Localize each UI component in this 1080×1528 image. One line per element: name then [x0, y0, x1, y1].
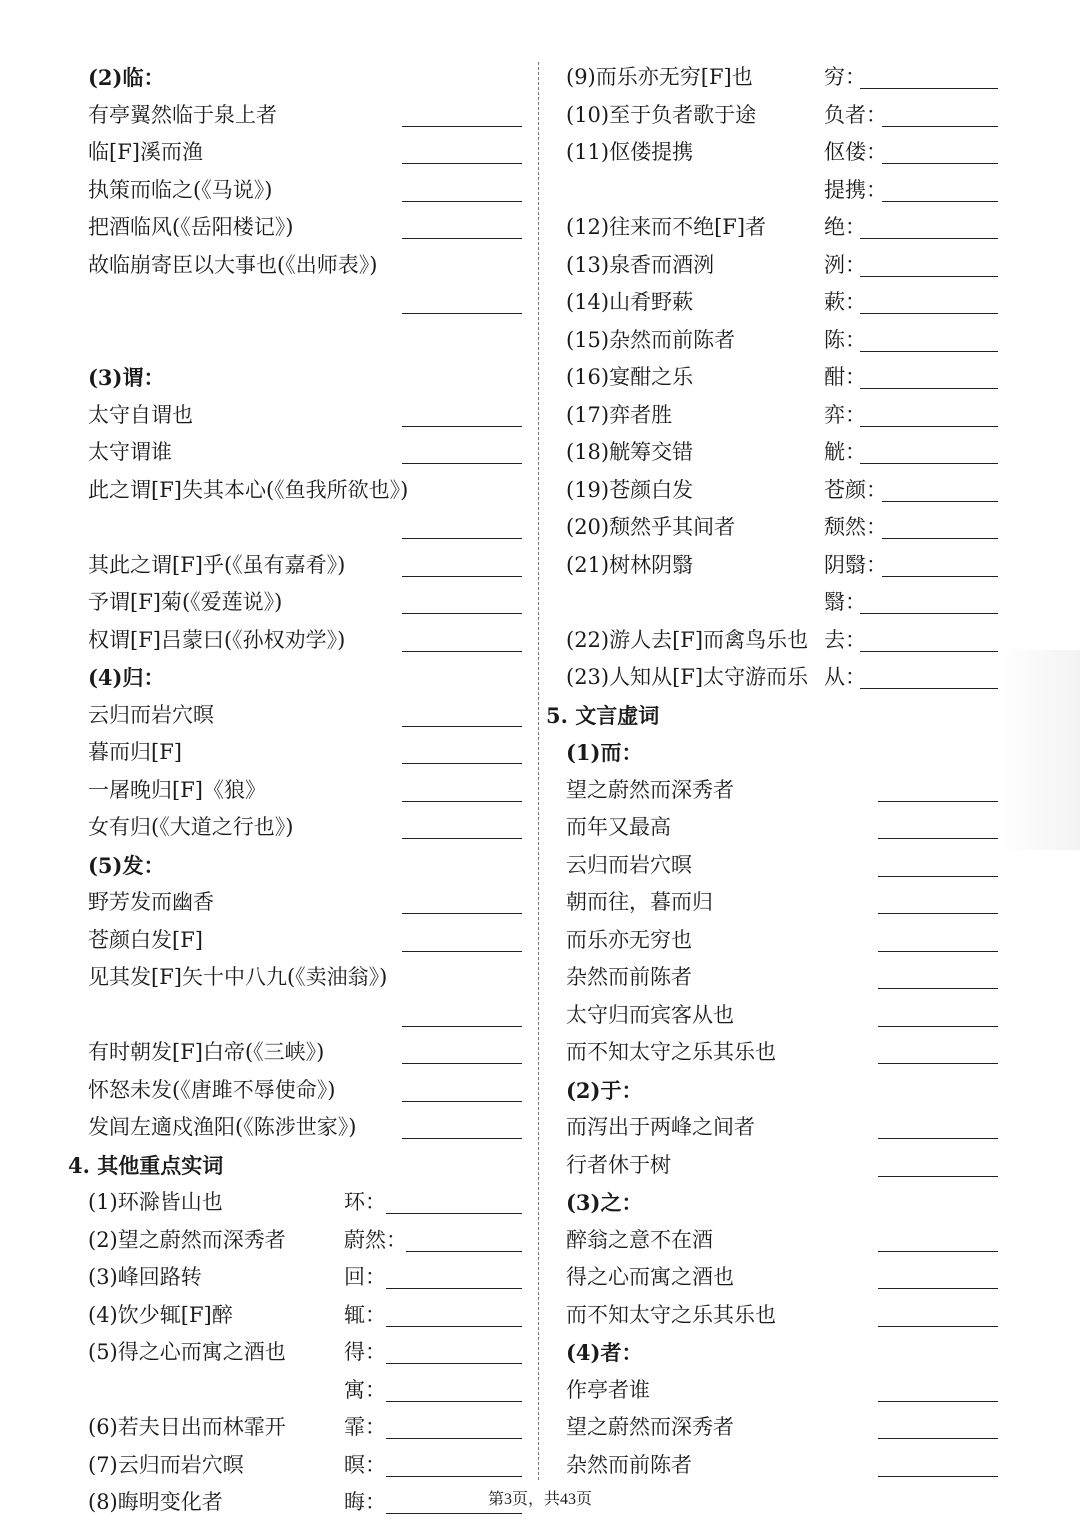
answer-blank[interactable]: [402, 201, 522, 202]
exercise-item: [566, 547, 1006, 585]
exercise-item: [566, 1109, 1006, 1147]
exercise-item: [566, 659, 1006, 697]
vocab-label: 得：: [344, 1340, 386, 1364]
item-text: (20)颓然乎其间者: [566, 515, 736, 539]
section-heading: [68, 1147, 528, 1185]
page-footer: 第3页，共43页: [487, 1491, 592, 1508]
vocab-label: 翳：: [824, 590, 866, 614]
answer-blank[interactable]: [878, 838, 998, 839]
item-text: (23)人知从[F]太守游而乐: [566, 665, 809, 689]
answer-blank[interactable]: [402, 163, 522, 164]
item-text: (11)伛偻提携: [566, 140, 694, 164]
exercise-item: [566, 322, 1006, 360]
answer-blank[interactable]: [386, 1288, 522, 1289]
item-text: (18)觥筹交错: [566, 440, 694, 464]
answer-blank[interactable]: [878, 1026, 998, 1027]
exercise-item: [88, 809, 528, 847]
answer-blank[interactable]: [882, 201, 998, 202]
answer-blank[interactable]: [878, 951, 998, 952]
exercise-item: [88, 1334, 528, 1372]
item-text: (2)临：: [88, 65, 165, 90]
answer-blank[interactable]: [386, 1476, 522, 1477]
item-text: 朝而往，暮而归: [566, 890, 713, 914]
exercise-item: [88, 1109, 528, 1147]
exercise-item: [566, 847, 1006, 885]
item-text: 而不知太守之乐其乐也: [566, 1040, 776, 1064]
answer-blank[interactable]: [878, 1251, 998, 1252]
answer-blank[interactable]: [882, 163, 998, 164]
exercise-item: [566, 1259, 1006, 1297]
exercise-item: [88, 472, 528, 510]
vocab-label: 伛偻：: [824, 140, 887, 164]
vocab-label: 晦：: [344, 1490, 386, 1514]
exercise-item: [88, 397, 528, 435]
exercise-item: [88, 997, 528, 1035]
answer-blank[interactable]: [878, 1288, 998, 1289]
item-text: (1)而：: [566, 740, 643, 765]
item-text: (17)弈者胜: [566, 402, 673, 427]
item-text: (5)发：: [88, 852, 165, 878]
exercise-item: [566, 434, 1006, 472]
answer-blank[interactable]: [402, 238, 522, 239]
item-text: (7)云归而岩穴暝: [88, 1452, 244, 1477]
item-text: (4)者：: [566, 1340, 643, 1365]
vocab-label: 提携：: [824, 177, 887, 202]
exercise-item: [566, 209, 1006, 247]
answer-blank[interactable]: [402, 426, 522, 427]
vocab-label: 寓：: [344, 1377, 386, 1402]
subsection-heading: [566, 1334, 1006, 1372]
answer-blank[interactable]: [878, 1138, 998, 1139]
answer-blank[interactable]: [860, 388, 998, 389]
item-text: 此之谓[F]失其本心(《鱼我所欲也》): [88, 477, 409, 502]
answer-blank[interactable]: [882, 538, 998, 539]
item-text: 作亭者谁: [566, 1377, 650, 1402]
item-text: 有亭翼然临于泉上者: [88, 102, 277, 127]
exercise-item: [88, 697, 528, 735]
vocab-label: 酣：: [824, 365, 866, 389]
exercise-item: [566, 284, 1006, 322]
item-text: 而不知太守之乐其乐也: [566, 1302, 776, 1327]
item-text: (3)之：: [566, 1190, 643, 1215]
item-text: 而乐亦无穷也: [566, 927, 692, 952]
subsection-heading: [88, 847, 528, 885]
item-text: 得之心而寓之酒也: [566, 1265, 734, 1289]
exercise-item: [566, 397, 1006, 435]
exercise-item: [566, 359, 1006, 397]
left-column: [68, 59, 528, 1522]
vocab-label: 弈：: [824, 402, 866, 427]
answer-blank[interactable]: [402, 1026, 522, 1027]
item-text: (21)树林阴翳: [566, 552, 694, 577]
item-text: (14)山肴野蔌: [566, 290, 694, 314]
item-text: (19)苍颜白发: [566, 477, 694, 502]
item-text: 5. 文言虚词: [546, 702, 660, 728]
answer-blank[interactable]: [402, 838, 522, 839]
answer-blank[interactable]: [402, 463, 522, 464]
vocab-label: 洌：: [824, 252, 866, 277]
answer-blank[interactable]: [878, 1176, 998, 1177]
answer-blank[interactable]: [386, 1401, 522, 1402]
exercise-item: [88, 322, 528, 360]
exercise-item: [88, 772, 528, 810]
answer-blank[interactable]: [402, 726, 522, 727]
answer-blank[interactable]: [402, 126, 522, 127]
item-text: 而泻出于两峰之间者: [566, 1115, 755, 1139]
vocab-label: 蔌：: [824, 290, 866, 314]
answer-blank[interactable]: [402, 1101, 522, 1102]
subsection-heading: [88, 659, 528, 697]
subsection-heading: [566, 1072, 1006, 1110]
answer-blank[interactable]: [386, 1363, 522, 1364]
exercise-item: [566, 584, 1006, 622]
item-text: 太守自谓也: [88, 402, 193, 427]
item-text: (16)宴酣之乐: [566, 365, 694, 389]
item-text: 故临崩寄臣以大事也(《出师表》): [88, 252, 378, 277]
vocab-label: 回：: [344, 1265, 386, 1289]
item-text: (6)若夫日出而林霏开: [88, 1415, 286, 1439]
exercise-item: [88, 734, 528, 772]
exercise-item: [566, 622, 1006, 660]
item-text: (15)杂然而前陈者: [566, 327, 736, 352]
vocab-label: 觥：: [824, 440, 866, 464]
exercise-item: [566, 884, 1006, 922]
item-text: (3)谓：: [88, 365, 165, 390]
answer-blank[interactable]: [860, 276, 998, 277]
exercise-item: [88, 247, 528, 285]
exercise-item: [88, 1297, 528, 1335]
exercise-item: [88, 284, 528, 322]
item-text: (8)晦明变化者: [88, 1490, 223, 1514]
answer-blank[interactable]: [860, 426, 998, 427]
item-text: 醉翁之意不在酒: [566, 1227, 713, 1252]
item-text: 一屠晚归[F]《狼》: [88, 777, 266, 802]
exercise-item: [88, 1222, 528, 1260]
exercise-item: [566, 1034, 1006, 1072]
answer-blank[interactable]: [402, 1138, 522, 1139]
answer-blank[interactable]: [860, 613, 998, 614]
exercise-item: [88, 509, 528, 547]
item-text: 杂然而前陈者: [566, 1452, 692, 1477]
exercise-item: [88, 959, 528, 997]
exercise-item: [566, 922, 1006, 960]
item-text: 发闾左適戍渔阳(《陈涉世家》): [88, 1115, 357, 1139]
item-text: (1)环滁皆山也: [88, 1190, 223, 1214]
vocab-label: 颓然：: [824, 515, 887, 539]
exercise-item: [566, 1147, 1006, 1185]
answer-blank[interactable]: [860, 463, 998, 464]
exercise-item: [566, 1372, 1006, 1410]
exercise-item: [566, 472, 1006, 510]
answer-blank[interactable]: [860, 88, 998, 89]
item-text: 行者休于树: [566, 1152, 671, 1177]
page-edge-shadow: [1000, 650, 1080, 850]
item-text: 望之蔚然而深秀者: [566, 777, 734, 802]
right-column: [546, 59, 1006, 1484]
answer-blank[interactable]: [386, 1326, 522, 1327]
item-text: (4)饮少辄[F]醉: [88, 1302, 233, 1327]
vocab-label: 穷：: [824, 65, 866, 89]
answer-blank[interactable]: [402, 576, 522, 577]
item-text: (10)至于负者歌于途: [566, 102, 757, 127]
item-text: 有时朝发[F]白帝(《三峡》): [88, 1040, 325, 1064]
exercise-item: [88, 1034, 528, 1072]
item-text: 野芳发而幽香: [88, 890, 214, 914]
item-text: 而年又最高: [566, 815, 671, 839]
vocab-label: 从：: [824, 665, 866, 689]
item-text: 怀怒未发(《唐雎不辱使命》): [88, 1077, 336, 1102]
answer-blank[interactable]: [860, 651, 998, 652]
vocab-label: 去：: [824, 627, 866, 652]
answer-blank[interactable]: [878, 913, 998, 914]
exercise-item: [88, 134, 528, 172]
item-text: (3)峰回路转: [88, 1265, 202, 1289]
answer-blank[interactable]: [882, 501, 998, 502]
exercise-item: [566, 809, 1006, 847]
item-text: (9)而乐亦无穷[F]也: [566, 65, 753, 89]
answer-blank[interactable]: [406, 1251, 522, 1252]
item-text: 见其发[F]矢十中八九(《卖油翁》): [88, 965, 388, 989]
item-text: (13)泉香而酒洌: [566, 252, 715, 277]
item-text: (2)于：: [566, 1077, 643, 1103]
exercise-item: [88, 547, 528, 585]
answer-blank[interactable]: [878, 801, 998, 802]
exercise-item: [566, 1409, 1006, 1447]
answer-blank[interactable]: [386, 1513, 522, 1514]
answer-blank[interactable]: [402, 801, 522, 802]
exercise-item: [566, 134, 1006, 172]
exercise-item: [566, 772, 1006, 810]
vocab-label: 蔚然：: [344, 1227, 407, 1252]
answer-blank[interactable]: [878, 1063, 998, 1064]
answer-blank[interactable]: [882, 576, 998, 577]
vocab-label: 环：: [344, 1190, 386, 1214]
item-text: (5)得之心而寓之酒也: [88, 1340, 286, 1364]
answer-blank[interactable]: [878, 988, 998, 989]
item-text: 云归而岩穴暝: [566, 852, 692, 877]
item-text: 杂然而前陈者: [566, 965, 692, 989]
exercise-item: [88, 622, 528, 660]
answer-blank[interactable]: [882, 126, 998, 127]
answer-blank[interactable]: [402, 951, 522, 952]
exercise-item: [88, 1184, 528, 1222]
vocab-label: 辄：: [344, 1302, 386, 1327]
exercise-item: [88, 922, 528, 960]
vocab-label: 绝：: [824, 215, 866, 239]
exercise-item: [566, 59, 1006, 97]
vocab-label: 霏：: [344, 1415, 386, 1439]
item-text: 暮而归[F]: [88, 740, 182, 764]
item-text: 权谓[F]吕蒙曰(《孙权劝学》): [88, 627, 346, 652]
subsection-heading: [88, 359, 528, 397]
answer-blank[interactable]: [878, 1476, 998, 1477]
exercise-item: [88, 884, 528, 922]
item-text: (22)游人去[F]而禽鸟乐也: [566, 627, 809, 652]
exercise-item: [566, 997, 1006, 1035]
item-text: 太守归而宾客从也: [566, 1002, 734, 1027]
answer-blank[interactable]: [860, 313, 998, 314]
exercise-item: [566, 509, 1006, 547]
vocab-label: 苍颜：: [824, 477, 887, 502]
answer-blank[interactable]: [402, 651, 522, 652]
answer-blank[interactable]: [402, 538, 522, 539]
answer-blank[interactable]: [878, 1326, 998, 1327]
subsection-heading: [566, 1184, 1006, 1222]
item-text: 太守谓谁: [88, 440, 172, 464]
exercise-item: [566, 959, 1006, 997]
item-text: 其此之谓[F]乎(《虽有嘉肴》): [88, 552, 346, 577]
exercise-item: [566, 247, 1006, 285]
exercise-item: [88, 172, 528, 210]
exercise-item: [88, 1409, 528, 1447]
column-divider: [538, 62, 539, 1480]
vocab-label: 阴翳：: [824, 552, 887, 577]
item-text: (12)往来而不绝[F]者: [566, 215, 767, 239]
item-text: 云归而岩穴暝: [88, 702, 214, 727]
answer-blank[interactable]: [402, 313, 522, 314]
vocab-label: 负者：: [824, 102, 887, 127]
exercise-item: [88, 434, 528, 472]
answer-blank[interactable]: [860, 238, 998, 239]
item-text: (4)归：: [88, 665, 165, 690]
exercise-item: [88, 584, 528, 622]
section-heading: [546, 697, 1006, 735]
exercise-item: [566, 172, 1006, 210]
item-text: 苍颜白发[F]: [88, 927, 203, 952]
exercise-item: [566, 1297, 1006, 1335]
exercise-item: [566, 1222, 1006, 1260]
item-text: 予谓[F]菊(《爱莲说》): [88, 590, 283, 614]
item-text: 望之蔚然而深秀者: [566, 1415, 734, 1439]
exercise-item: [88, 1072, 528, 1110]
exercise-item: [88, 209, 528, 247]
answer-blank[interactable]: [386, 1438, 522, 1439]
exercise-item: [88, 1447, 528, 1485]
item-text: 临[F]溪而渔: [88, 140, 203, 164]
vocab-label: 陈：: [824, 327, 866, 352]
answer-blank[interactable]: [860, 351, 998, 352]
exercise-item: [88, 97, 528, 135]
answer-blank[interactable]: [402, 913, 522, 914]
exercise-item: [566, 1447, 1006, 1485]
answer-blank[interactable]: [402, 763, 522, 764]
answer-blank[interactable]: [402, 613, 522, 614]
vocab-label: 暝：: [344, 1452, 386, 1477]
answer-blank[interactable]: [860, 688, 998, 689]
exercise-item: [88, 1372, 528, 1410]
item-text: 把酒临风(《岳阳楼记》): [88, 215, 294, 239]
subsection-heading: [88, 59, 528, 97]
item-text: 执策而临之(《马说》): [88, 177, 273, 202]
exercise-item: [88, 1259, 528, 1297]
subsection-heading: [566, 734, 1006, 772]
answer-blank[interactable]: [386, 1213, 522, 1214]
answer-blank[interactable]: [402, 1063, 522, 1064]
item-text: 4. 其他重点实词: [68, 1152, 224, 1178]
answer-blank[interactable]: [878, 876, 998, 877]
answer-blank[interactable]: [878, 1438, 998, 1439]
exercise-item: [566, 97, 1006, 135]
item-text: 女有归(《大道之行也》): [88, 815, 294, 839]
item-text: (2)望之蔚然而深秀者: [88, 1227, 286, 1252]
answer-blank[interactable]: [878, 1401, 998, 1402]
